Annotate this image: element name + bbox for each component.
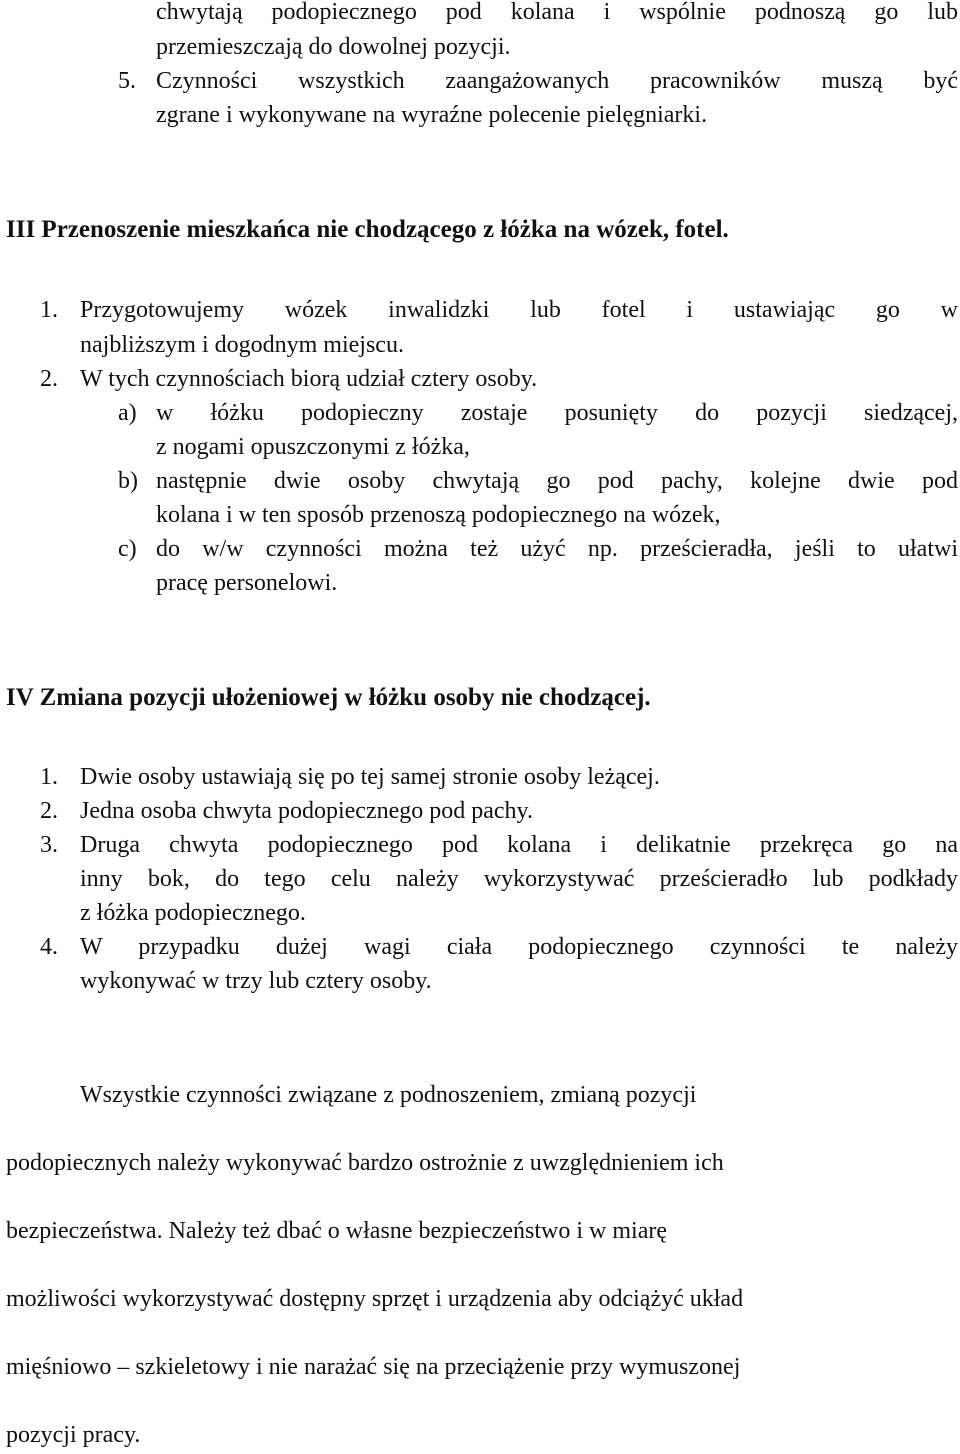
section4-item3-line-1: Druga chwyta podopiecznego pod kolana i delikatnie przekręca go na	[80, 832, 958, 858]
closing-line-2: podopiecznych należy wykonywać bardzo ostrożnie z uwzględnieniem ich	[6, 1150, 724, 1176]
list-number: 3.	[40, 832, 58, 858]
section3-sub-c-line-1: do w/w czynności można też użyć np. prześcieradła, jeśli to ułatwi	[156, 536, 958, 562]
section3-sub-b-line-1: następnie dwie osoby chwytają go pod pachy, kolejne dwie pod	[156, 468, 958, 494]
closing-line-3: bezpieczeństwa. Należy też dbać o własne bezpieczeństwo i w miarę	[6, 1218, 668, 1244]
section3-sub-b-line-2: kolana i w ten sposób przenoszą podopiecznego na wózek,	[156, 502, 721, 528]
section4-item2-line-1: Jedna osoba chwyta podopiecznego pod pachy.	[80, 798, 533, 824]
list-number: 2.	[40, 366, 58, 392]
list-number: 1.	[40, 764, 58, 790]
section3-sub-a-line-1: w łóżku podopieczny zostaje posunięty do pozycji siedzącej,	[156, 400, 958, 426]
list-number: 5.	[118, 68, 136, 94]
closing-line-1: Wszystkie czynności związane z podnoszeniem, zmianą pozycji	[80, 1082, 697, 1108]
list-number: 1.	[40, 297, 58, 323]
closing-line-5: mięśniowo – szkieletowy i nie narażać się na przeciążenie przy wymuszonej	[6, 1354, 741, 1380]
section3-sub-a-line-2: z nogami opuszczonymi z łóżka,	[156, 434, 470, 460]
closing-line-6: pozycji pracy.	[6, 1422, 141, 1448]
section4-item3-line-2: inny bok, do tego celu należy wykorzystywać prześcieradło lub podkłady	[80, 866, 958, 892]
intro-item5-line-2: zgrane i wykonywane na wyraźne polecenie pielęgniarki.	[156, 102, 708, 128]
section4-item4-line-2: wykonywać w trzy lub cztery osoby.	[80, 968, 432, 994]
list-number: 4.	[40, 934, 58, 960]
section3-item1-line-2: najbliższym i dogodnym miejscu.	[80, 332, 404, 358]
intro-line-2: przemieszczają do dowolnej pozycji.	[156, 34, 511, 60]
list-number: 2.	[40, 798, 58, 824]
section4-item1-line-1: Dwie osoby ustawiają się po tej samej stronie osoby leżącej.	[80, 764, 660, 790]
list-letter: c)	[118, 536, 137, 562]
list-letter: a)	[118, 400, 137, 426]
list-letter: b)	[118, 468, 138, 494]
section-heading-3: III Przenoszenie mieszkańca nie chodzącego z łóżka na wózek, fotel.	[6, 216, 729, 243]
intro-item5-line-1: Czynności wszystkich zaangażowanych pracowników muszą być	[156, 68, 958, 94]
closing-line-4: możliwości wykorzystywać dostępny sprzęt i urządzenia aby odciążyć układ	[6, 1286, 744, 1312]
section3-sub-c-line-2: pracę personelowi.	[156, 570, 338, 596]
section4-item4-line-1: W przypadku dużej wagi ciała podopiecznego czynności te należy	[80, 934, 958, 960]
section4-item3-line-3: z łóżka podopiecznego.	[80, 900, 306, 926]
intro-line-1: chwytają podopiecznego pod kolana i wspólnie podnoszą go lub	[156, 0, 958, 25]
section3-item2-line-1: W tych czynnościach biorą udział cztery osoby.	[80, 366, 538, 392]
section3-item1-line-1: Przygotowujemy wózek inwalidzki lub fotel i ustawiając go w	[80, 297, 958, 323]
section-heading-4: IV Zmiana pozycji ułożeniowej w łóżku osoby nie chodzącej.	[6, 684, 651, 711]
